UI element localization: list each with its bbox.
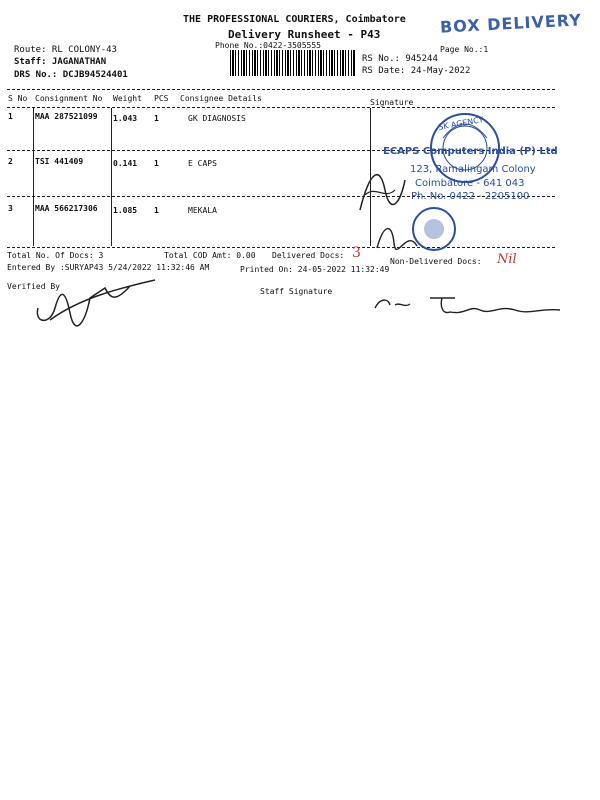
header-pcs: PCS [154,94,169,103]
header-weight: Weight [113,94,142,103]
total-cod: Total COD Amt: 0.00 [164,251,256,260]
verified-by-label: Verified By [7,282,60,291]
row3-consignee: MEKALA [188,206,217,215]
seal-text: SK AGENCY [437,115,485,132]
row3-sno: 3 [8,204,13,213]
row2-consignee: E CAPS [188,159,217,168]
signature-row2 [355,160,410,215]
header-sno: S No [8,94,28,103]
page-number: Page No.:1 [440,45,489,54]
header-consignee: Consignee Details [180,94,262,103]
staff: Staff: JAGANATHAN [14,57,107,67]
header-consignment: Consignment No [35,94,103,103]
barcode [230,50,355,76]
staff-signature [370,290,570,320]
row3-pcs: 1 [154,206,159,215]
row3-weight: 1.085 [113,206,138,215]
stamp-address: 123, Ramalingam Colony [410,164,536,175]
printed-on: Printed On: 24-05-2022 11:32:49 [240,265,390,274]
stamp-phone: Ph. No. 0422 - 2205100 [411,191,530,202]
divider [7,247,555,248]
divider [7,89,555,90]
drs-number: DRS No.: DCJB94524401 [14,70,128,80]
row3-consignment: MAA 566217306 [35,204,98,213]
row1-consignment: MAA 287521099 [35,112,98,121]
company-title: THE PROFESSIONAL COURIERS, Coimbatore [183,14,406,25]
stamp-company: ECAPS Computers India (P) Ltd [383,146,558,157]
non-delivered-handwritten: Nil [497,252,517,267]
delivered-docs-handwritten: 3 [352,245,361,261]
rs-number: RS No.: 945244 [362,54,438,64]
verified-signature [30,278,160,330]
non-delivered-docs-label: Non-Delivered Docs: [390,257,482,266]
signature-row3 [372,218,422,258]
stamp-city: Coimbatore - 641 043 [415,178,525,189]
staff-signature-label: Staff Signature [260,287,333,296]
route: Route: RL COLONY-43 [14,45,117,55]
header-signature: Signature [370,98,414,107]
delivered-docs-label: Delivered Docs: [272,251,345,260]
rs-date: RS Date: 24-May-2022 [362,66,471,76]
row1-consignee: GK DIAGNOSIS [188,114,246,123]
row2-pcs: 1 [154,159,159,168]
box-delivery-stamp: BOX DELIVERY [439,10,583,37]
column-rule [33,108,34,246]
entered-by: Entered By :SURYAP43 5/24/2022 11:32:46 AM [7,263,210,272]
total-docs: Total No. Of Docs: 3 [7,251,104,260]
row2-sno: 2 [8,157,13,166]
row1-weight: 1.043 [113,114,138,123]
row1-sno: 1 [8,112,13,121]
column-rule [111,108,112,246]
row2-consignment: TSI 441409 [35,157,84,166]
row2-weight: 0.141 [113,159,138,168]
phone-number: Phone No.:0422-3505555 [215,41,321,50]
row1-pcs: 1 [154,114,159,123]
sheet-title: Delivery Runsheet - P43 [228,28,381,41]
